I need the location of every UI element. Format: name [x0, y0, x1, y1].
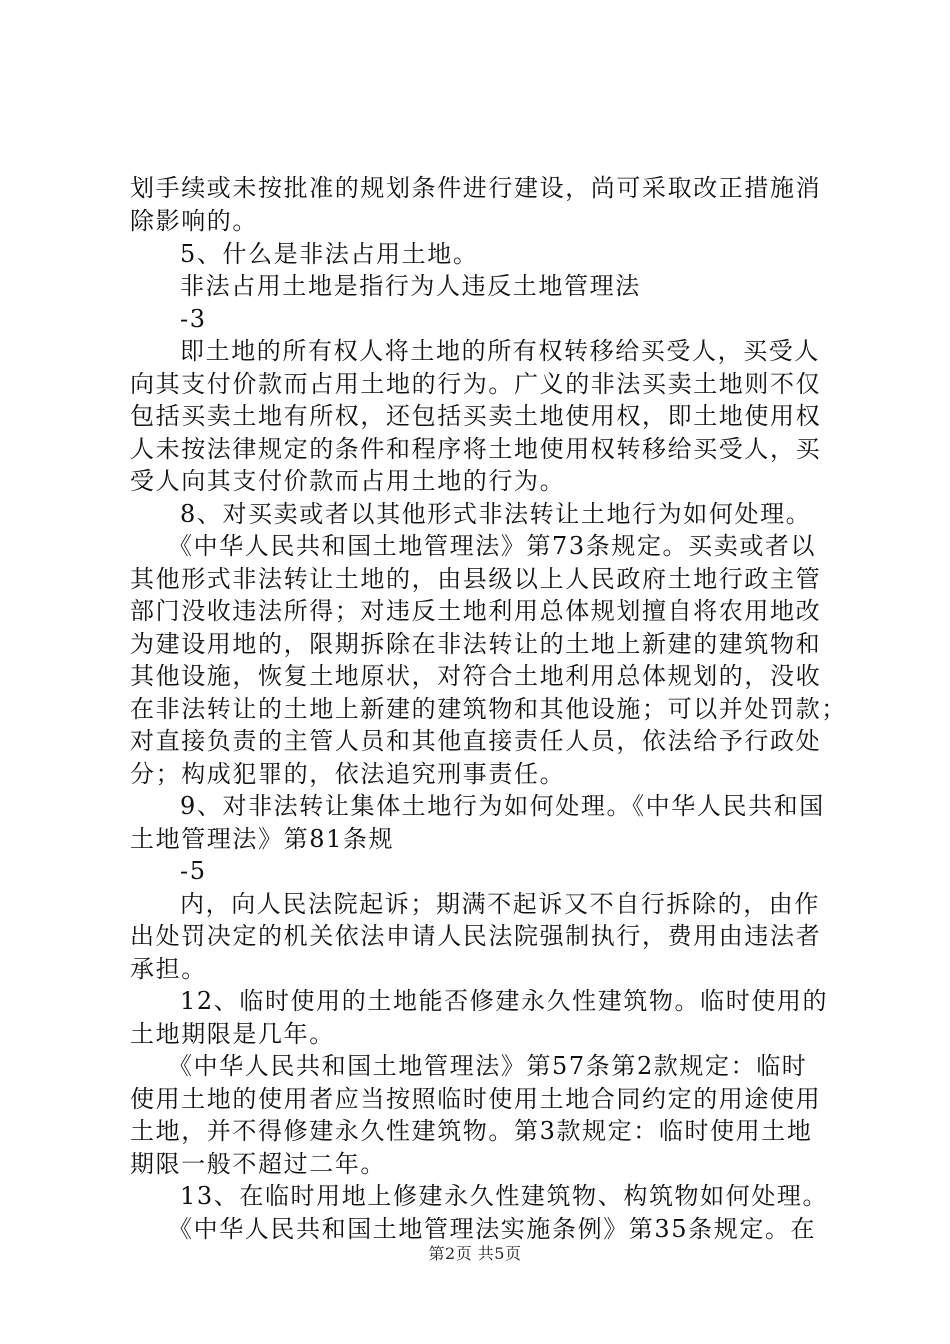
text-line: 出处罚决定的机关依法申请人民法院强制执行，费用由违法者 — [130, 922, 822, 950]
text-line: 《中华人民共和国土地管理法》第57条第2款规定：临时 — [168, 1052, 808, 1080]
text-line: 使用土地的使用者应当按照临时使用土地合同约定的用途使用 — [130, 1085, 822, 1113]
text-line: 土地，并不得修建永久性建筑物。第3款规定：临时使用土地 — [130, 1117, 813, 1145]
text-line: 13、在临时用地上修建永久性建筑物、构筑物如何处理。 — [180, 1182, 829, 1210]
text-line: 9、对非法转让集体土地行为如何处理。《中华人民共和国 — [180, 792, 825, 820]
text-line: 为建设用地的，限期拆除在非法转让的土地上新建的建筑物和 — [130, 630, 822, 658]
text-line: 《中华人民共和国土地管理法实施条例》第35条规定。在 — [168, 1215, 817, 1243]
text-line: 土地管理法》第81条规 — [130, 825, 395, 853]
text-line: 其他形式非法转让土地的，由县级以上人民政府土地行政主管 — [130, 565, 822, 593]
page-marker: -3 — [180, 305, 207, 333]
text-line: 部门没收违法所得；对违反土地利用总体规划擅自将农用地改 — [130, 597, 822, 625]
text-line: 其他设施，恢复土地原状，对符合土地利用总体规划的，没收 — [130, 662, 822, 690]
text-line: 即土地的所有权人将土地的所有权转移给买受人，买受人 — [180, 337, 820, 365]
text-line: 向其支付价款而占用土地的行为。广义的非法买卖土地则不仅 — [130, 370, 822, 398]
text-line: 5、什么是非法占用土地。 — [180, 240, 479, 268]
text-line: 承担。 — [130, 955, 207, 983]
page-marker: -5 — [180, 857, 207, 885]
text-line: 8、对买卖或者以其他形式非法转让土地行为如何处理。 — [180, 500, 812, 528]
text-line: 对直接负责的主管人员和其他直接责任人员，依法给予行政处 — [130, 727, 822, 755]
page-footer: 第2页 共5页 — [428, 1244, 522, 1263]
text-line: 人未按法律规定的条件和程序将土地使用权转移给买受人，买 — [130, 435, 822, 463]
text-line: 除影响的。 — [130, 207, 258, 235]
text-line: 划手续或未按批准的规划条件进行建设，尚可采取改正措施消 — [130, 174, 822, 202]
text-line: 《中华人民共和国土地管理法》第73条规定。买卖或者以 — [168, 532, 817, 560]
text-line: 土地期限是几年。 — [130, 1020, 335, 1048]
text-line: 内，向人民法院起诉；期满不起诉又不自行拆除的，由作 — [180, 890, 820, 918]
text-line: 12、临时使用的土地能否修建永久性建筑物。临时使用的 — [180, 987, 829, 1015]
text-line: 分；构成犯罪的，依法追究刑事责任。 — [130, 760, 566, 788]
text-line: 在非法转让的土地上新建的建筑物和其他设施；可以并处罚款； — [130, 695, 847, 723]
text-line: 非法占用土地是指行为人违反土地管理法 — [180, 272, 641, 300]
text-line: 受人向其支付价款而占用土地的行为。 — [130, 467, 566, 495]
text-line: 期限一般不超过二年。 — [130, 1150, 386, 1178]
text-line: 包括买卖土地有所权，还包括买卖土地使用权，即土地使用权 — [130, 402, 822, 430]
